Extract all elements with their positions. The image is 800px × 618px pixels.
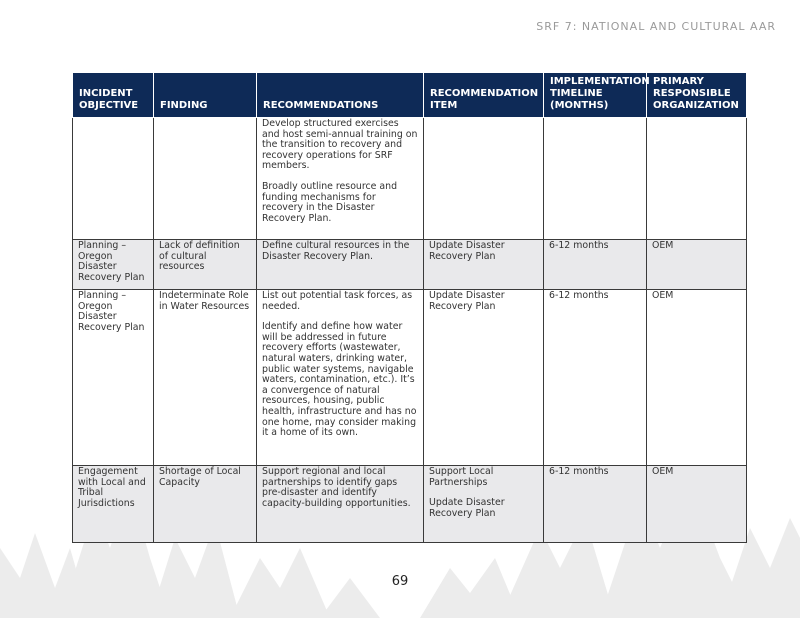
recommendations-cell: [257, 466, 424, 543]
recommendation-item-text: Update Disaster Recovery Plan: [429, 290, 505, 312]
recommendation-item-text: Support Local Partnerships: [429, 466, 494, 488]
document-header-title: SRF 7: NATIONAL AND CULTURAL AAR: [536, 20, 776, 33]
recommendations-cell: [257, 290, 424, 466]
column-header-timeline: IMPLEMENTATION TIMELINE (MONTHS): [544, 73, 647, 118]
recommendation-text: Broadly outline resource and funding mechanisms for recovery in the Disaster Recovery Plan.: [262, 180, 398, 224]
recommendation-item-text: Update Disaster Recovery Plan: [429, 240, 505, 262]
recommendation-text: Support regional and local partnerships to identify gaps pre-disaster and identify capacity-building opportunities.: [262, 466, 411, 509]
organization-cell: OEM: [647, 466, 747, 543]
organization-cell: [647, 118, 747, 240]
timeline-cell: 6-12 months: [544, 240, 647, 290]
objective-cell: [73, 118, 154, 240]
finding-cell: Shortage of Local Capacity: [154, 466, 257, 543]
recommendation-text: List out potential task forces, as needed.: [262, 290, 413, 312]
recommendation-item-cell: [424, 240, 544, 290]
recommendation-text: Identify and define how water will be addressed in future recovery efforts (wastewater, natural waters, drinking water, public water systems, navigable waters, contamination, etc.). It’s a convergence of natural resources, housing, public health, infrastructure and has no one home, may consider making it a home of its own.: [262, 321, 417, 439]
objective-cell: Engagement with Local and Tribal Jurisdictions: [73, 466, 154, 543]
recommendation-text: Develop structured exercises and host semi-annual training on the transition to recovery and recovery operations for SRF members.: [262, 118, 418, 172]
table-header-row: [73, 73, 747, 118]
recommendation-item-text: Update Disaster Recovery Plan: [429, 497, 505, 519]
recommendation-text: Define cultural resources in the Disaster Recovery Plan.: [262, 240, 410, 262]
finding-cell: [154, 118, 257, 240]
recommendation-item-cell: [424, 466, 544, 543]
organization-cell: OEM: [647, 240, 747, 290]
recommendations-cell: [257, 118, 424, 240]
timeline-cell: [544, 118, 647, 240]
page-number: 69: [391, 574, 409, 589]
objective-cell: Planning – Oregon Disaster Recovery Plan: [73, 290, 154, 466]
table-row: [73, 118, 747, 240]
column-header-recommendation-item: RECOMMENDATION ITEM: [424, 73, 544, 118]
recommendation-item-cell: [424, 290, 544, 466]
finding-cell: Indeterminate Role in Water Resources: [154, 290, 257, 466]
table-row: [73, 240, 747, 290]
column-header-objective: INCIDENT OBJECTIVE: [73, 73, 154, 118]
timeline-cell: 6-12 months: [544, 466, 647, 543]
aar-table: [72, 72, 747, 543]
finding-cell: Lack of definition of cultural resources: [154, 240, 257, 290]
timeline-cell: 6-12 months: [544, 290, 647, 466]
column-header-organization: PRIMARY RESPONSIBLE ORGANIZATION: [647, 73, 747, 118]
table-row: [73, 290, 747, 466]
table-row: [73, 466, 747, 543]
objective-cell: Planning – Oregon Disaster Recovery Plan: [73, 240, 154, 290]
column-header-finding: FINDING: [154, 73, 257, 118]
organization-cell: OEM: [647, 290, 747, 466]
recommendations-cell: [257, 240, 424, 290]
recommendation-item-cell: [424, 118, 544, 240]
column-header-recommendations: RECOMMENDATIONS: [257, 73, 424, 118]
